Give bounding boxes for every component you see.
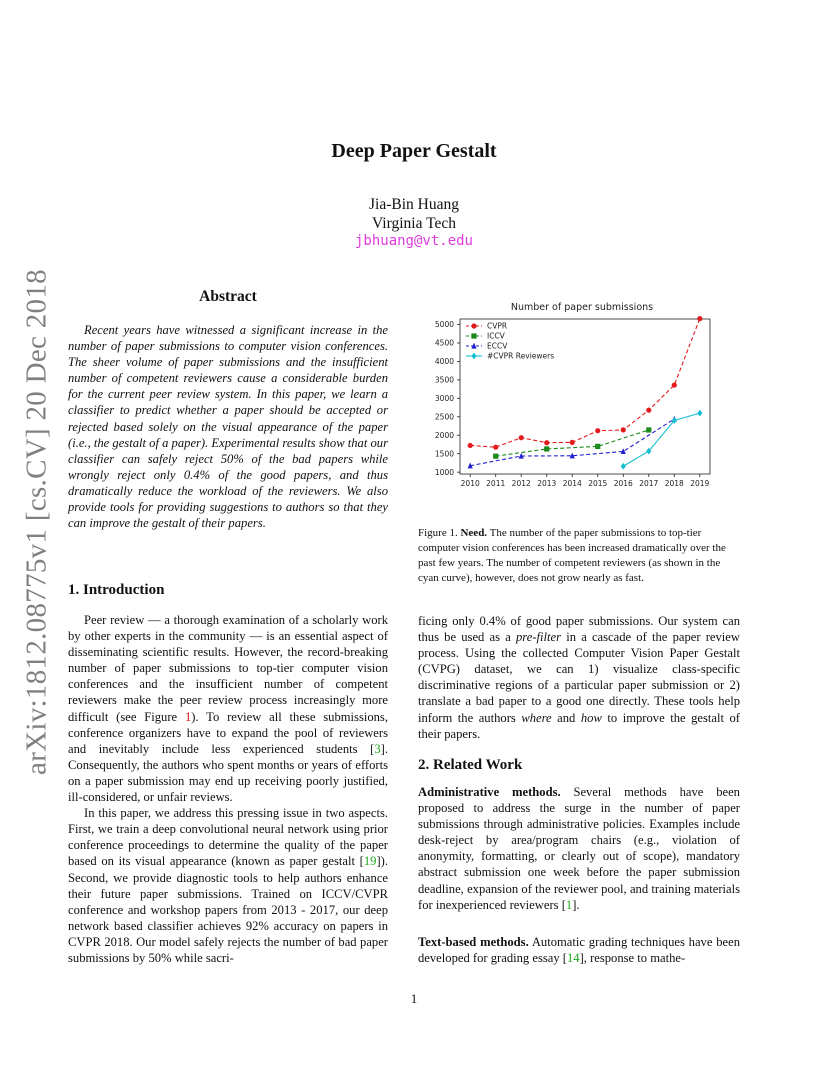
introduction-body bbox=[68, 612, 388, 966]
intro-paragraph-2 bbox=[68, 805, 388, 966]
paragraph-run-in-heading: Text-based methods. bbox=[418, 935, 529, 949]
text-run: ], response to mathe- bbox=[579, 951, 686, 966]
citation-link[interactable]: 3 bbox=[374, 741, 381, 756]
x-tick-label: 2015 bbox=[588, 479, 608, 488]
y-tick-label: 4500 bbox=[434, 338, 454, 348]
chart-axes bbox=[435, 319, 710, 488]
y-tick-label: 2000 bbox=[434, 430, 454, 440]
data-point bbox=[646, 427, 651, 432]
caption-text: The number of the paper submissions to top-tier computer vision conferences has been increased dramatically over the past few years. The number of competent reviewers (as shown in the cyan curve), however, does not grow nearly as fast. bbox=[418, 527, 726, 584]
chart-title: Number of paper submissions bbox=[510, 302, 654, 313]
emphasis-text: how bbox=[580, 710, 602, 725]
y-tick-label: 1500 bbox=[434, 449, 454, 459]
x-tick-label: 2011 bbox=[486, 479, 506, 488]
data-point bbox=[595, 428, 600, 433]
author-email[interactable]: jbhuang@vt.edu bbox=[354, 233, 473, 249]
paper-title: Deep Paper Gestalt bbox=[331, 140, 497, 162]
citation-link[interactable]: 19 bbox=[363, 854, 377, 869]
text-run: In this paper, we address this pressing issue in two aspects. First, we train a deep convolutional neural network using prior conference proceedings to determine the quality of the paper based on its visual appearance (known as paper gestalt [ bbox=[68, 806, 388, 869]
chart-legend bbox=[466, 322, 554, 361]
legend-label: ICCV bbox=[487, 331, 505, 341]
data-point bbox=[595, 444, 600, 449]
text-run: ]. Consequently, the authors who spent months or years of efforts on a paper submission may end up receiving poorly justified, ill-considered, or unfair reviews. bbox=[68, 741, 388, 805]
data-point bbox=[646, 408, 651, 413]
legend-marker bbox=[471, 353, 476, 360]
caption-bold-title: Need. bbox=[460, 527, 488, 539]
intro-paragraph-1 bbox=[68, 612, 388, 805]
arxiv-identifier-text: arXiv:1812.08775v1 [cs.CV] 20 Dec 2018 bbox=[20, 269, 53, 775]
page-number: 1 bbox=[410, 991, 418, 1006]
text-run: ]. bbox=[572, 897, 580, 912]
data-point bbox=[519, 435, 524, 440]
x-tick-label: 2014 bbox=[562, 479, 582, 488]
contribution-paragraph bbox=[418, 613, 740, 742]
figure-caption bbox=[418, 526, 740, 586]
text-run: and bbox=[551, 710, 581, 725]
data-point bbox=[570, 440, 575, 445]
arxiv-identifier bbox=[20, 269, 53, 775]
y-tick-label: 4000 bbox=[434, 357, 454, 367]
y-tick-label: 3500 bbox=[434, 375, 454, 385]
y-tick-label: 2500 bbox=[434, 412, 454, 422]
administrative-methods-paragraph bbox=[418, 784, 740, 913]
x-tick-label: 2012 bbox=[511, 479, 531, 488]
caption-label: Figure 1. bbox=[418, 527, 458, 539]
series-cvpr-reviewers bbox=[621, 410, 703, 470]
legend-label: #CVPR Reviewers bbox=[487, 351, 555, 361]
x-tick-label: 2019 bbox=[690, 479, 710, 488]
text-based-methods-paragraph bbox=[418, 934, 740, 966]
section-heading-related-work: 2. Related Work bbox=[418, 757, 523, 773]
x-tick-label: 2013 bbox=[537, 479, 557, 488]
x-tick-label: 2010 bbox=[460, 479, 480, 488]
data-point bbox=[493, 454, 498, 459]
data-point bbox=[544, 440, 549, 445]
data-point bbox=[621, 427, 626, 432]
text-run: in a cascade of the paper review process. Using the collected Computer Vision Paper Gestalt (CVPG) dataset, we can 1) visualize class-specific discriminative regions of a particular paper submission or 2) translate a bad paper to a good one directly. These tools help inform the authors bbox=[418, 630, 740, 725]
figure-reference-link[interactable]: 1 bbox=[184, 709, 192, 724]
abstract-paragraph: Recent years have witnessed a significant increase in the number of paper submissions to computer vision conferences. The sheer volume of paper submissions and the insufficient number of competent reviewers cause a considerable burden for the current peer review system. In this paper, we learn a classifier to predict whether a paper should be accepted or rejected based solely on the visual appearance of the paper (i.e., the gestalt of a paper). Experimental results show that our classifier can safely reject 50% of the bad papers while wrongly reject only 0.4% of the good papers, and thus dramatically reduce the workload of the reviewers. We also provide tools for providing suggestions to authors so that they can improve the gestalt of their papers. bbox=[68, 323, 388, 531]
text-run: ficing only 0.4% of good paper submissions. Our system can thus be used as a bbox=[418, 614, 740, 645]
text-run: Several methods have been proposed to address the surge in the number of paper submissions through administrative policies. Examples include desk-reject by area/program chairs (e.g., violation of anonymity, formatting, or clearly out of scope), mandatory abstract submission one week before the paper submission deadline, expansion of the reviewer pool, and training materials for inexperienced reviewers [ bbox=[418, 785, 740, 912]
data-point bbox=[468, 443, 473, 448]
paragraph-run-in-heading: Administrative methods. bbox=[418, 785, 561, 799]
y-tick-label: 3000 bbox=[434, 393, 454, 403]
data-point bbox=[697, 410, 702, 417]
data-point bbox=[493, 445, 498, 450]
data-point bbox=[544, 446, 549, 451]
legend-marker bbox=[471, 323, 476, 328]
text-run: ). To review all these submissions, conference organizers have to expand the pool of reviewers and inevitably include less experienced students [ bbox=[68, 709, 388, 756]
right-column-paragraph bbox=[418, 613, 740, 742]
x-tick-label: 2016 bbox=[613, 479, 633, 488]
citation-link[interactable]: 14 bbox=[566, 951, 580, 966]
legend-label: CVPR bbox=[487, 321, 508, 331]
data-point bbox=[697, 316, 702, 321]
emphasis-text: where bbox=[521, 710, 552, 725]
text-based-methods-text bbox=[418, 934, 740, 966]
x-tick-label: 2018 bbox=[664, 479, 684, 488]
author-affiliation: Virginia Tech bbox=[372, 215, 456, 232]
author-name: Jia-Bin Huang bbox=[369, 196, 459, 213]
administrative-methods-text bbox=[418, 784, 740, 913]
abstract-text bbox=[68, 322, 388, 531]
text-run: to improve the gestalt of their papers. bbox=[418, 710, 740, 741]
section-heading-introduction: 1. Introduction bbox=[68, 582, 165, 598]
text-run: ]). Second, we provide diagnostic tools to help authors enhance their future paper submissions. Trained on ICCV/CVPR conference and workshop papers from 2013 - 2017, our deep network based classifier achieves 92% accuracy on papers in CVPR 2018. Our model safely rejects the number of bad paper submissions by 50% while sacri- bbox=[68, 854, 388, 965]
data-point bbox=[672, 382, 677, 387]
text-run: Peer review — a thorough examination of a scholarly work by other experts in the community — is an essential aspect of disseminating scientific results. However, the record-breaking number of paper submissions to top-tier computer vision conferences and the insufficient number of competent reviewers make the peer review process increasingly more difficult (see Figure bbox=[68, 613, 388, 724]
legend-label: ECCV bbox=[487, 341, 508, 351]
data-point bbox=[621, 463, 626, 470]
abstract-heading: Abstract bbox=[199, 288, 257, 305]
y-tick-label: 1000 bbox=[434, 467, 454, 477]
legend-marker bbox=[471, 333, 476, 338]
citation-link[interactable]: 1 bbox=[565, 897, 573, 912]
emphasis-text: pre-filter bbox=[516, 630, 562, 645]
y-tick-label: 5000 bbox=[434, 320, 454, 330]
x-tick-label: 2017 bbox=[639, 479, 659, 488]
text-run: Automatic grading techniques have been developed for grading essay [ bbox=[418, 935, 740, 966]
submissions-line-chart bbox=[410, 297, 740, 497]
